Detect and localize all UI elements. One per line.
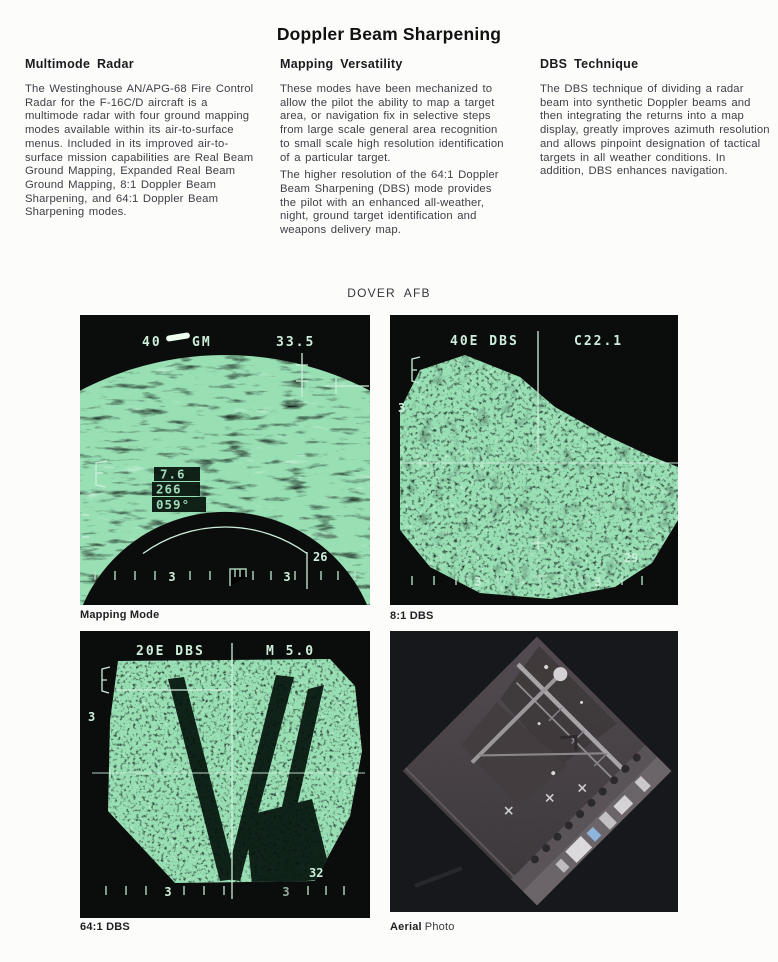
column-paragraph: The Westinghouse AN/APG-68 Fire Control Radar for the F-16C/D aircraft is a multimode radar with four ground mapping modes available within its air-to-surface menus. Included in its improved air-to-surface mission capabilities are Real Beam Ground Mapping, Expanded Real Beam Ground Mapping, 8:1 Doppler Beam Sharpening, and 64:1 Doppler Beam Sharpening modes. — [25, 83, 254, 219]
nav-readout — [152, 467, 206, 513]
figure-caption-aerial-photo: Aerial Photo — [390, 921, 455, 933]
column-multimode-radar — [25, 57, 255, 224]
aerial-photo-airfield — [390, 631, 678, 912]
radar-screen-image — [80, 315, 370, 605]
hud-range-number: 32 — [309, 866, 324, 880]
radar-display-mapping-mode — [80, 315, 370, 605]
radar-screen-image — [390, 315, 678, 605]
scale-label-left: 3 — [164, 885, 172, 899]
readout-heading: 266 — [156, 481, 182, 497]
scale-label-right: 3 — [594, 575, 602, 589]
column-mapping-versatility — [280, 57, 510, 242]
hud-steerpoint: C22.1 — [574, 334, 624, 349]
column-paragraph: These modes have been mechanized to allow the pilot the ability to map a target area, or navigation fix in selective steps from large scale general area recognition to small scale high resolution identification of a particular target. — [280, 83, 504, 164]
hud-range-number: 29 — [624, 551, 639, 565]
column-paragraph: The higher resolution of the 64:1 Doppler Beam Sharpening (DBS) mode provides the pilot with an enhanced all-weather, night, ground target identification and weapons delivery map. — [280, 169, 499, 237]
readout-bearing: 059° — [156, 497, 191, 512]
column-heading: Mapping Versatility — [280, 57, 403, 71]
scale-label-right: 3 — [283, 570, 291, 584]
figure-caption-64to1-dbs: 64:1 DBS — [80, 921, 130, 933]
column-paragraph: The DBS technique of dividing a radar beam into synthetic Doppler beams and then integrating the returns into a map display, greatly improves azimuth resolution and allows pinpoint designation of tactical targets in all weather conditions. In addition, DBS enhances navigation. — [540, 83, 770, 178]
column-heading: DBS Technique — [540, 57, 639, 71]
scale-label-right: 3 — [282, 885, 290, 899]
column-dbs-technique — [540, 57, 772, 183]
hud-range-number: 26 — [313, 550, 328, 564]
figure-group-label: DOVER AFB — [347, 286, 431, 300]
hud-range-scale: 40 — [142, 335, 162, 350]
aerial-photo-image — [390, 631, 678, 912]
radar-screen-image — [80, 631, 370, 918]
hud-cursor-value: 33.5 — [276, 335, 316, 350]
figure-caption-8to1-dbs: 8:1 DBS — [390, 610, 434, 622]
readout-range: 7.6 — [160, 466, 186, 482]
column-heading: Multimode Radar — [25, 57, 134, 71]
page-title: Doppler Beam Sharpening — [276, 23, 502, 44]
hud-scale-label: M 5.0 — [266, 644, 316, 659]
side-scale-label: 3 — [398, 401, 406, 415]
hud-mode: GM — [192, 335, 212, 350]
scale-label-left: 3 — [168, 570, 176, 584]
side-scale-label: 3 — [88, 710, 96, 724]
hud-mode-label: 40E DBS — [450, 334, 519, 349]
figure-caption-mapping-mode: Mapping Mode — [80, 609, 160, 621]
radar-display-8to1-dbs — [390, 315, 678, 605]
hud-mode-label: 20E DBS — [136, 644, 205, 659]
scale-label-left: 3 — [474, 575, 482, 589]
radar-display-64to1-dbs — [80, 631, 370, 918]
